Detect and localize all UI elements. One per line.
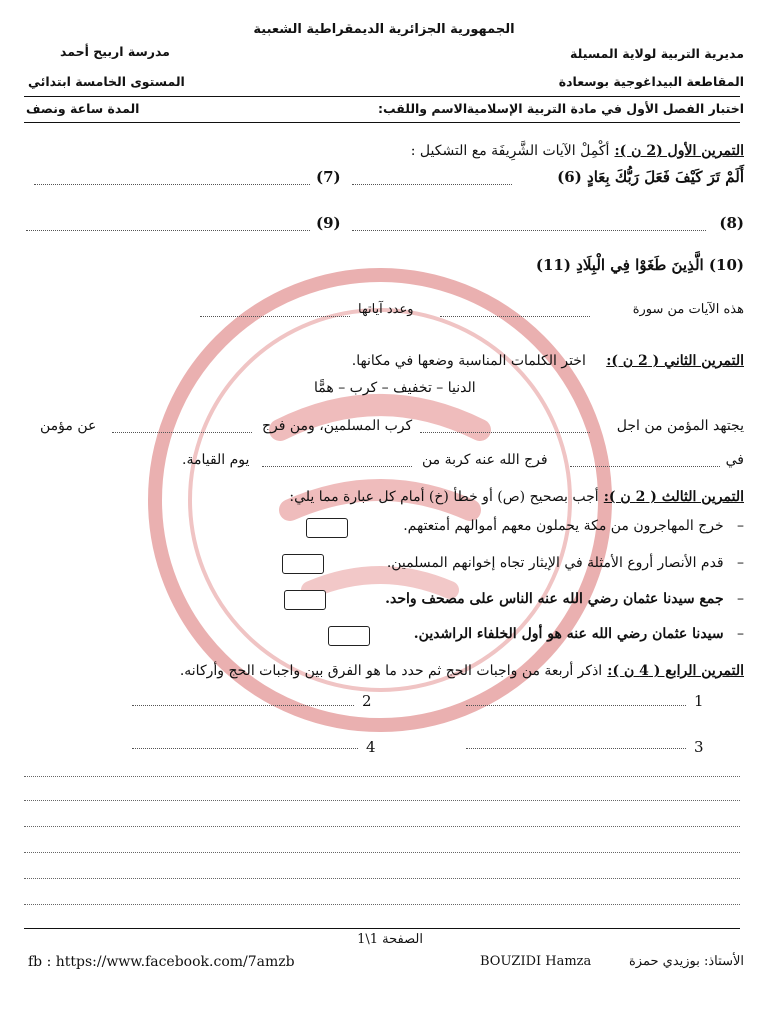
ex2-line1-c: عن مؤمن <box>40 418 97 434</box>
surah-name-line[interactable] <box>440 316 590 317</box>
ex2-words: الدنيا – تخفيف – كرب – همًّا <box>314 380 476 396</box>
district-label: المقاطعة البيداغوجية بوسعادة <box>558 74 744 89</box>
verse-8-line-start[interactable] <box>34 184 310 185</box>
header-divider-2 <box>24 122 740 123</box>
ex2-line2-c: يوم القيامة. <box>182 452 250 468</box>
ex2-blank-1[interactable] <box>420 432 590 433</box>
answer-box-2[interactable] <box>282 554 324 574</box>
ex3-title: التمرين الثالث ( 2 ن ): <box>603 489 744 505</box>
ex3-item-1 <box>403 518 744 534</box>
ex1-instruction: أكْمِلْ الآيات الشَّرِيفَة مع التشكيل : <box>410 143 610 159</box>
ex3-item-text: جمع سيدنا عثمان رضي الله عنه الناس على مصحف واحد. <box>385 591 724 607</box>
verses-count-line[interactable] <box>200 316 350 317</box>
ex2-line2-b: فرج الله عنه كربة من <box>422 452 548 468</box>
republic-title: الجمهورية الجزائرية الديمقراطية الشعبية <box>253 22 515 37</box>
ex2-blank-3[interactable] <box>570 466 720 467</box>
level-label: المستوى الخامسة ابتدائي <box>28 74 185 89</box>
footer-divider <box>24 928 740 929</box>
answer-rule-6[interactable] <box>24 904 740 905</box>
ex2-blank-4[interactable] <box>262 466 412 467</box>
ex4-heading <box>180 660 744 679</box>
verse-6: أَلَمْ تَرَ كَيْفَ فَعَلَ رَبُّكَ بِعَادٍ (6) <box>557 168 744 186</box>
answer-rule-5[interactable] <box>24 878 740 879</box>
ex3-item-text: سيدنا عثمان رضي الله عنه هو أول الخلفاء الراشدين. <box>413 626 724 642</box>
ex3-heading <box>289 486 744 505</box>
bullet: – <box>737 555 744 571</box>
header-divider <box>24 96 740 97</box>
ex3-instruction: أجب بصحيح (ص) أو خطأ (خ) أمام كل عبارة مما يلي: <box>289 489 599 505</box>
verse-7-line[interactable] <box>352 184 512 185</box>
ex4-instruction: اذكر أربعة من واجبات الحج ثم حدد ما هو الفرق بين واجبات الحج وأركانه. <box>179 663 603 679</box>
verse-9-num: (9) <box>316 214 341 232</box>
ex3-item-3 <box>385 591 744 607</box>
page-number: الصفحة 1\1 <box>357 932 423 947</box>
surah-prefix: هذه الآيات من سورة <box>632 302 744 317</box>
duration-label: المدة ساعة ونصف <box>26 101 140 116</box>
ex4-answer-4[interactable] <box>132 748 358 749</box>
answer-rule-1[interactable] <box>24 776 740 777</box>
ex2-line1-b: كرب المسلمين، ومن فرج <box>262 418 413 434</box>
answer-box-3[interactable] <box>284 590 326 610</box>
bullet: – <box>737 591 744 607</box>
exam-title: اختبار الفصل الأول في مادة التربية الإسلامية <box>466 101 744 116</box>
ex2-instruction: اختر الكلمات المناسبة وضعها في مكانها. <box>351 353 586 369</box>
ex3-item-2 <box>387 555 744 571</box>
ex1-title: التمرين الأول (2 ن ): <box>614 143 744 159</box>
ex4-answer-2[interactable] <box>132 705 354 706</box>
verses-count-label: وعدد آياتها <box>358 302 414 317</box>
bullet: – <box>737 518 744 534</box>
ex4-num-3: 3 <box>694 738 704 756</box>
name-label: الاسم واللقب: <box>378 101 468 116</box>
verse-9-line[interactable] <box>26 230 310 231</box>
answer-box-1[interactable] <box>306 518 348 538</box>
answer-rule-2[interactable] <box>24 800 740 801</box>
ex4-num-2: 2 <box>362 692 372 710</box>
teacher-label: الأستاذ: بوزيدي حمزة <box>628 954 744 969</box>
facebook-link[interactable]: fb : https://www.facebook.com/7amzb <box>28 954 295 970</box>
ex2-line2-a: في <box>725 452 744 468</box>
verse-7-num: (7) <box>316 168 341 186</box>
answer-rule-3[interactable] <box>24 826 740 827</box>
verse-8-num: (8) <box>719 214 744 232</box>
ex3-item-text: قدم الأنصار أروع الأمثلة في الإيثار تجاه إخوانهم المسلمين. <box>386 555 724 571</box>
ex4-answer-3[interactable] <box>466 748 686 749</box>
bullet: – <box>737 626 744 642</box>
ex2-blank-2[interactable] <box>112 432 252 433</box>
answer-rule-4[interactable] <box>24 852 740 853</box>
verse-8-line[interactable] <box>352 230 706 231</box>
ex4-title: التمرين الرابع ( 4 ن ): <box>607 663 744 679</box>
ex1-heading <box>411 140 744 159</box>
ex4-num-1: 1 <box>694 692 704 710</box>
ex4-answer-1[interactable] <box>466 705 686 706</box>
school-label: مدرسة اربيح أحمد <box>60 44 170 59</box>
ex2-heading <box>352 350 744 369</box>
ex2-line1-a: يجتهد المؤمن من اجل <box>616 418 744 434</box>
answer-box-4[interactable] <box>328 626 370 646</box>
verse-10-11: (10) الَّذِينَ طَغَوْا فِي الْبِلَادِ (11) <box>535 256 744 274</box>
ex3-item-text: خرج المهاجرون من مكة يحملون معهم أموالهم أمتعتهم. <box>403 518 724 534</box>
teacher-latin-name: BOUZIDI Hamza <box>480 954 592 969</box>
ex2-title: التمرين الثاني ( 2 ن ): <box>606 353 744 369</box>
ex4-num-4: 4 <box>366 738 376 756</box>
directorate-label: مديرية التربية لولاية المسيلة <box>570 46 744 61</box>
ex3-item-4 <box>414 626 744 642</box>
